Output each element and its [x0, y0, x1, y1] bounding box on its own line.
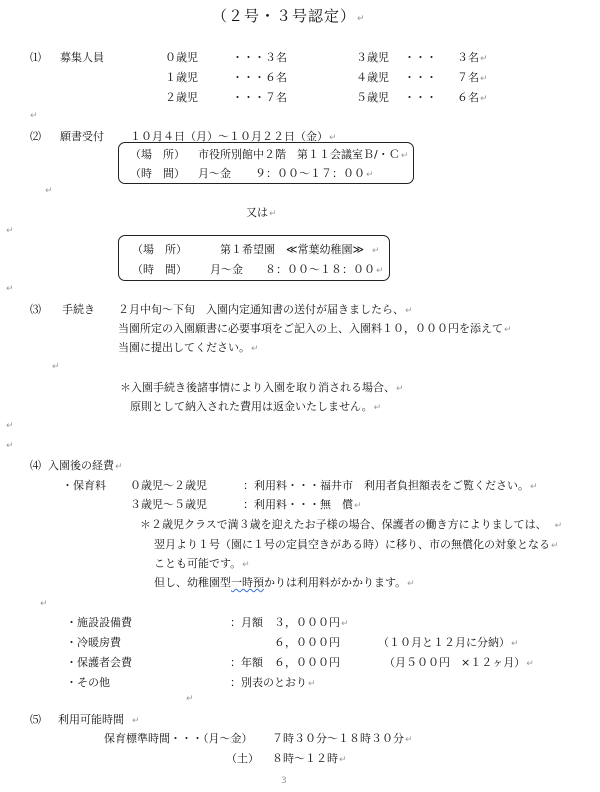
venue-2-place-label: （場 所） — [132, 243, 187, 256]
paragraph-mark-icon: ↵ — [551, 541, 559, 551]
fee-age-0-2: ０歳児～２歳児 — [130, 479, 207, 492]
paragraph-mark-icon: ↵ — [242, 560, 250, 570]
section-5-number: ⑸ — [30, 713, 41, 726]
heating-fee-note: （１０月と１２月に分納）↵ — [378, 636, 519, 649]
facility-fee-amount: ３，０００円↵ — [274, 616, 349, 629]
procedure-line-2: 当園所定の入園願書に必要事項をご記入の上、入園料１０，０００円を添えて↵ — [118, 322, 512, 335]
age-5-dots: ・・・ — [404, 91, 437, 104]
paragraph-mark-icon: ↵ — [480, 94, 488, 104]
paragraph-mark-icon: ↵ — [357, 14, 366, 24]
age-3-label: ３歳児 — [356, 51, 389, 64]
facility-fee-label: ・施設設備費 — [66, 616, 132, 629]
section-4-label: 入園後の経費↵ — [48, 459, 123, 472]
paragraph-mark-icon: ↵ — [376, 266, 384, 276]
paragraph-mark-icon: ↵ — [400, 151, 409, 161]
childcare-fee-label: ・保育料 — [62, 479, 106, 492]
age-1-label: １歳児 — [165, 71, 198, 84]
page-title: （２号・３号認定）↵ — [212, 7, 366, 25]
parents-assoc-fee-note: （月５００円 ×１２ヶ月）↵ — [384, 656, 534, 669]
paragraph-mark-icon: ↵ — [405, 306, 413, 316]
paragraph-mark-icon: ↵ — [115, 462, 123, 472]
section-4-number: ⑷ — [30, 459, 41, 472]
section-1-label: 募集人員 — [60, 51, 104, 64]
age-1-count: ・・・６名 — [232, 71, 287, 84]
section-5-label: 利用可能時間 ↵ — [58, 713, 140, 726]
paragraph-mark-icon: ↵ — [308, 679, 316, 689]
paragraph-mark-icon: ↵ — [373, 403, 382, 413]
paragraph-mark-icon: ↵ — [526, 659, 534, 669]
fee-text-0-2: ：利用料・・・福井市 利用者負担額表をご覧ください。↵ — [243, 479, 538, 492]
paragraph-mark-icon: ↵ — [132, 716, 140, 726]
age-0-label: ０歳児 — [165, 51, 198, 64]
parents-assoc-fee-amount: ６，０００円 — [274, 656, 340, 669]
other-fee-label: ・その他 — [66, 676, 110, 689]
parents-assoc-fee-label: ・保護者会費 — [66, 656, 132, 669]
facility-fee-period: ：月額 — [230, 616, 263, 629]
paragraph-mark-icon: ↵ — [329, 133, 337, 143]
paragraph-mark-icon: ↵ — [405, 735, 413, 745]
paragraph-mark-icon: ↵ — [366, 170, 374, 180]
paragraph-mark-icon: ↵ — [530, 482, 538, 492]
paragraph-mark-icon: ↵ — [45, 186, 53, 196]
section-2-label: 願書受付 — [60, 130, 104, 143]
fee-note-line-1: ＊２歳児クラスで満３歳を迎えたお子様の場合、保護者の働き方によりましては、 ↵ — [140, 518, 563, 531]
paragraph-mark-icon: ↵ — [186, 694, 194, 704]
paragraph-mark-icon: ↵ — [396, 384, 404, 394]
venue-1-days: 月～金 — [198, 167, 231, 180]
age-4-dots: ・・・ — [404, 71, 437, 84]
page-number: 3 — [281, 776, 287, 786]
other-fee-text: ：別表のとおり↵ — [230, 676, 316, 689]
fee-note-line-2: 翌月より１号（園に１号の定員空きがある時）に移り、市の無償化の対象となる↵ — [154, 538, 559, 551]
heating-fee-amount: ６，０００円 — [274, 636, 340, 649]
paragraph-mark-icon: ↵ — [269, 209, 277, 219]
heating-fee-label: ・冷暖房費 — [66, 636, 121, 649]
age-0-count: ・・・３名 — [232, 51, 287, 64]
refund-note-line-2: 原則として納入された費用は返金いたしません。↵ — [130, 400, 382, 413]
age-4-label: ４歳児 — [356, 71, 389, 84]
paragraph-mark-icon: ↵ — [6, 441, 14, 451]
venue-2-days: 月～金 — [210, 263, 243, 276]
venue-1-time-label: （時 間） — [130, 167, 185, 180]
paragraph-mark-icon: ↵ — [554, 521, 563, 531]
saturday-hours: ８時～１２時↵ — [272, 752, 347, 765]
paragraph-mark-icon: ↵ — [251, 344, 259, 354]
application-period: １０月４日（月）～１０月２２日（金）↵ — [130, 130, 337, 143]
venue-1-place: 市役所別館中２階 第１１会議室Ｂ/・Ｃ↵ — [198, 148, 409, 161]
paragraph-mark-icon: ↵ — [480, 74, 488, 84]
age-2-label: ２歳児 — [165, 91, 198, 104]
paragraph-mark-icon: ↵ — [372, 246, 380, 256]
age-3-dots: ・・・ — [404, 51, 437, 64]
parents-assoc-fee-period: ：年額 — [230, 656, 263, 669]
age-2-count: ・・・７名 — [232, 91, 287, 104]
fee-age-3-5: ３歳児～５歳児 — [130, 498, 207, 511]
paragraph-mark-icon: ↵ — [511, 639, 519, 649]
paragraph-mark-icon: ↵ — [6, 421, 14, 431]
paragraph-mark-icon: ↵ — [341, 619, 349, 629]
age-5-count: ６名↵ — [457, 91, 488, 104]
paragraph-mark-icon: ↵ — [30, 111, 38, 121]
age-3-count: ３名↵ — [457, 51, 488, 64]
procedure-line-3: 当園に提出してください。↵ — [118, 341, 259, 354]
standard-hours-time: ７時３０分～１８時３０分↵ — [272, 732, 413, 745]
paragraph-mark-icon: ↵ — [6, 284, 14, 294]
fee-note-line-3: ことも可能です。↵ — [154, 557, 250, 570]
or-text: 又は↵ — [246, 206, 277, 219]
fee-text-3-5: ：利用料・・・無 償↵ — [243, 498, 362, 511]
saturday-label: （土） — [226, 752, 259, 765]
paragraph-mark-icon: ↵ — [407, 579, 415, 589]
paragraph-mark-icon: ↵ — [504, 325, 512, 335]
paragraph-mark-icon: ↵ — [354, 501, 362, 511]
venue-1-place-label: （場 所） — [130, 148, 185, 161]
procedure-line-1: ２月中旬～下旬 入園内定通知書の送付が届きましたら、↵ — [118, 303, 413, 316]
standard-hours-label: 保育標準時間・・・（月～金） — [104, 732, 253, 745]
venue-2-place: 第１希望園 ≪常葉幼稚園≫ ↵ — [220, 243, 380, 256]
paragraph-mark-icon: ↵ — [339, 755, 347, 765]
section-1-number: ⑴ — [30, 51, 41, 64]
section-3-number: ⑶ — [30, 303, 41, 316]
age-5-label: ５歳児 — [356, 91, 389, 104]
age-4-count: ７名↵ — [457, 71, 488, 84]
spellcheck-underline: 一時預 — [231, 576, 264, 589]
section-2-number: ⑵ — [30, 130, 41, 143]
paragraph-mark-icon: ↵ — [6, 226, 14, 236]
venue-2-time-label: （時 間） — [132, 263, 187, 276]
fee-note-line-4: 但し、幼稚園型一時預かりは利用料がかかります。↵ — [154, 576, 415, 589]
refund-note-line-1: ＊入園手続き後諸事情により入園を取り消される場合、↵ — [120, 381, 404, 394]
paragraph-mark-icon: ↵ — [52, 362, 60, 372]
paragraph-mark-icon: ↵ — [40, 599, 48, 609]
paragraph-mark-icon: ↵ — [480, 54, 488, 64]
venue-1-hours: ９：００～１７：００↵ — [255, 167, 374, 180]
section-3-label: 手続き — [62, 303, 95, 316]
venue-2-hours: ８：００～１８：００↵ — [265, 263, 384, 276]
